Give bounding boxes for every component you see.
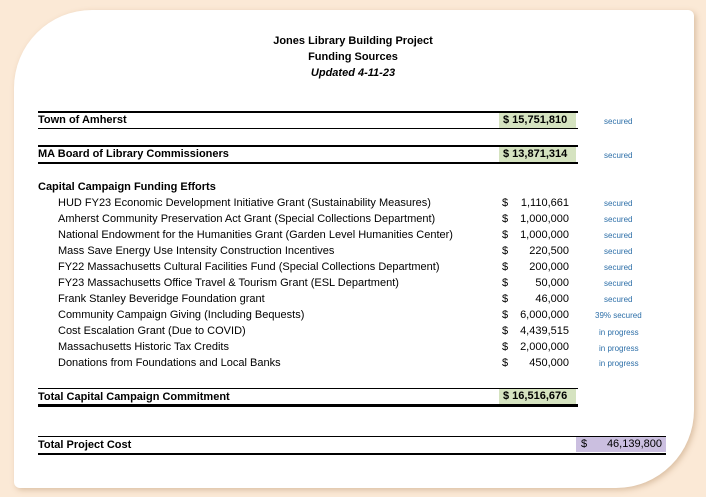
funding-row [38, 324, 578, 340]
currency-symbol: $ [502, 229, 509, 241]
funding-label: Cost Escalation Grant (Due to COVID) [58, 325, 246, 337]
funding-row [38, 276, 578, 292]
divider [38, 404, 578, 407]
currency-symbol: $ [502, 277, 509, 289]
total-capital-amount-cell [499, 389, 576, 404]
total-capital-label: Total Capital Campaign Commitment [38, 391, 230, 403]
town-amount: $ 15,751,810 [503, 114, 568, 126]
currency-symbol: $ [502, 357, 509, 369]
funding-amount: 2,000,000 [520, 341, 569, 353]
total-project-label: Total Project Cost [38, 439, 132, 451]
funding-amount: 6,000,000 [520, 309, 569, 321]
divider [38, 388, 578, 389]
funding-status: in progress [599, 344, 639, 353]
funding-status: secured [604, 215, 633, 224]
funding-amount: 1,000,000 [520, 229, 569, 241]
funding-status: in progress [599, 328, 639, 337]
funding-status: secured [604, 295, 633, 304]
currency-symbol: $ [581, 438, 588, 450]
funding-label: FY23 Massachusetts Office Travel & Tourism Grant (ESL Department) [58, 277, 399, 289]
currency-symbol: $ [502, 325, 509, 337]
document-subtitle: Funding Sources [308, 51, 398, 63]
funding-amount: 50,000 [535, 277, 569, 289]
funding-status: secured [604, 247, 633, 256]
town-row [38, 113, 578, 129]
town-status: secured [604, 117, 633, 126]
document-title: Jones Library Building Project [273, 35, 433, 47]
currency-symbol: $ [502, 245, 509, 257]
funding-row [38, 356, 578, 372]
funding-row [38, 292, 578, 308]
divider [38, 453, 666, 455]
funding-row [38, 244, 578, 260]
total-project-amount: 46,139,800 [606, 438, 662, 450]
mblc-amount-cell [499, 147, 576, 162]
funding-status: secured [604, 199, 633, 208]
town-label: Town of Amherst [38, 114, 127, 126]
mblc-amount: $ 13,871,314 [503, 148, 568, 160]
funding-status: secured [604, 231, 633, 240]
updated-date: Updated 4-11-23 [310, 67, 396, 79]
town-amount-cell [499, 113, 576, 128]
funding-amount: 1,110,661 [520, 197, 569, 209]
funding-amount: 450,000 [529, 357, 569, 369]
funding-row [38, 196, 578, 212]
funding-label: Amherst Community Preservation Act Grant (Special Collections Department) [58, 213, 436, 225]
total-project-row [38, 438, 578, 454]
funding-label: Mass Save Energy Use Intensity Construction Incentives [58, 245, 335, 257]
funding-label: Donations from Foundations and Local Banks [58, 357, 281, 369]
funding-label: HUD FY23 Economic Development Initiative Grant (Sustainability Measures) [58, 197, 431, 209]
funding-row [38, 212, 578, 228]
funding-label: Community Campaign Giving (Including Bequests) [58, 309, 305, 321]
currency-symbol: $ [502, 293, 509, 305]
divider [38, 162, 578, 164]
total-project-amount-cell [576, 437, 666, 452]
funding-label: Massachusetts Historic Tax Credits [58, 341, 229, 353]
mblc-label: MA Board of Library Commissioners [38, 148, 229, 160]
currency-symbol: $ [502, 261, 509, 273]
funding-row [38, 308, 578, 324]
funding-status: secured [604, 279, 633, 288]
funding-row [38, 340, 578, 356]
funding-amount: 46,000 [535, 293, 569, 305]
currency-symbol: $ [502, 213, 509, 225]
mblc-status: secured [604, 151, 633, 160]
funding-row [38, 260, 578, 276]
funding-amount: 4,439,515 [520, 325, 569, 337]
funding-label: FY22 Massachusetts Cultural Facilities Fund (Special Collections Department) [58, 261, 440, 273]
divider [38, 128, 578, 129]
currency-symbol: $ [502, 309, 509, 321]
funding-amount: 200,000 [529, 261, 569, 273]
total-capital-amount: $ 16,516,676 [503, 390, 568, 402]
funding-row [38, 228, 578, 244]
funding-status: 39% secured [595, 311, 642, 320]
funding-label: National Endowment for the Humanities Grant (Garden Level Humanities Center) [58, 229, 453, 241]
divider [38, 436, 666, 437]
capital-heading: Capital Campaign Funding Efforts [38, 181, 216, 193]
funding-label: Frank Stanley Beveridge Foundation grant [58, 293, 265, 305]
funding-status: secured [604, 263, 633, 272]
currency-symbol: $ [502, 197, 509, 209]
capital-heading-row [38, 180, 578, 196]
funding-amount: 1,000,000 [520, 213, 569, 225]
mblc-row [38, 147, 578, 163]
funding-amount: 220,500 [529, 245, 569, 257]
funding-status: in progress [599, 359, 639, 368]
currency-symbol: $ [502, 341, 509, 353]
